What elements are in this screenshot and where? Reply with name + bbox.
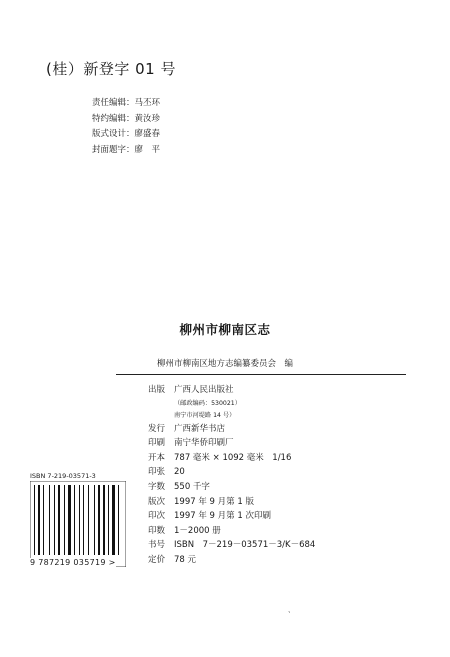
isbn-label: 书号 [148,540,166,551]
distributor-value: 广西新华书店 [174,423,226,434]
barcode-bar [112,485,115,555]
barcode-bar [38,485,40,555]
barcode-bar [43,485,44,555]
barcode-bar [94,485,95,555]
credit-row [92,112,160,128]
credit-row [92,96,160,112]
barcode-bar [103,485,105,555]
barcode-bar [64,485,65,555]
copies-label: 印数 [148,525,166,536]
barcode-bar [88,485,89,555]
postal-row: （邮政编码：530021） [174,399,241,407]
printing-value: 1997 年 9 月第 1 次印刷 [174,511,271,522]
credits-block [92,96,160,158]
barcode-bar [74,485,75,555]
stray-mark: 、 [288,606,295,614]
credit-label: 版式设计： [92,129,135,139]
barcode-bar [34,485,35,555]
isbn-row [148,538,315,553]
sheets-label: 印张 [148,467,166,478]
printing-row [148,509,315,524]
sheets-row [148,465,315,480]
barcode-bar [118,485,119,555]
credit-row [92,127,160,143]
barcode-isbn-text: ISBN 7-219-03571-3 [30,472,96,480]
book-title: 柳州市柳南区志 [179,322,271,337]
credit-value: 黄汝珍 [134,113,161,124]
printing-label: 印次 [148,511,166,522]
price-label: 定价 [148,554,166,565]
edition-value: 1997 年 9 月第 1 版 [174,496,254,507]
barcode-bar [79,485,80,555]
words-label: 字数 [148,481,166,492]
publisher-label: 出版 [148,385,166,395]
barcode-bar [83,485,84,555]
credit-value: 廖 平 [134,144,161,155]
barcode-number: 9 787219 035719 > [30,558,116,567]
edition-label: 版次 [148,496,166,507]
barcode-bar [49,485,50,555]
barcode-bar [54,485,55,555]
printer-row [148,436,315,451]
words-value: 550 千字 [174,481,210,492]
isbn-value: ISBN 7－219－03571－3/K－684 [174,540,316,551]
printer-value: 南宁华侨印刷厂 [174,438,234,449]
printer-label: 印刷 [148,438,166,449]
credit-label: 责任编辑： [92,98,135,108]
edition-row [148,495,315,510]
address-row: 南宁市河堤路 14 号） [174,411,236,419]
distributor-label: 发行 [148,423,166,434]
publisher-value: 广西人民出版社 [174,385,234,395]
price-value: 78 元 [174,554,197,565]
registration-number: (桂）新登字 01 号 [46,60,176,78]
format-value: 787 毫米 × 1092 毫米 1/16 [174,452,292,463]
barcode-bar [58,485,60,555]
divider-rule [116,374,406,375]
format-label: 开本 [148,452,166,463]
format-row [148,451,315,466]
editor-line: 柳州市柳南区地方志编纂委员会 编 [156,359,293,369]
barcode-bar [98,485,100,555]
price-row [148,553,315,568]
credit-row [92,143,160,159]
publisher-row [148,383,315,398]
credit-label: 特约编辑： [92,113,135,124]
barcode-bar [68,485,71,555]
barcode-bar [108,485,109,555]
credit-value: 廖盛春 [134,129,161,139]
words-row [148,480,315,495]
publication-info [148,383,315,568]
credit-label: 封面题字： [92,144,135,155]
sheets-value: 20 [174,467,185,478]
credit-value: 马丕环 [134,98,161,108]
copies-row [148,524,315,539]
copies-value: 1－2000 册 [174,525,221,536]
distributor-row [148,422,315,437]
barcode-image [30,481,126,567]
